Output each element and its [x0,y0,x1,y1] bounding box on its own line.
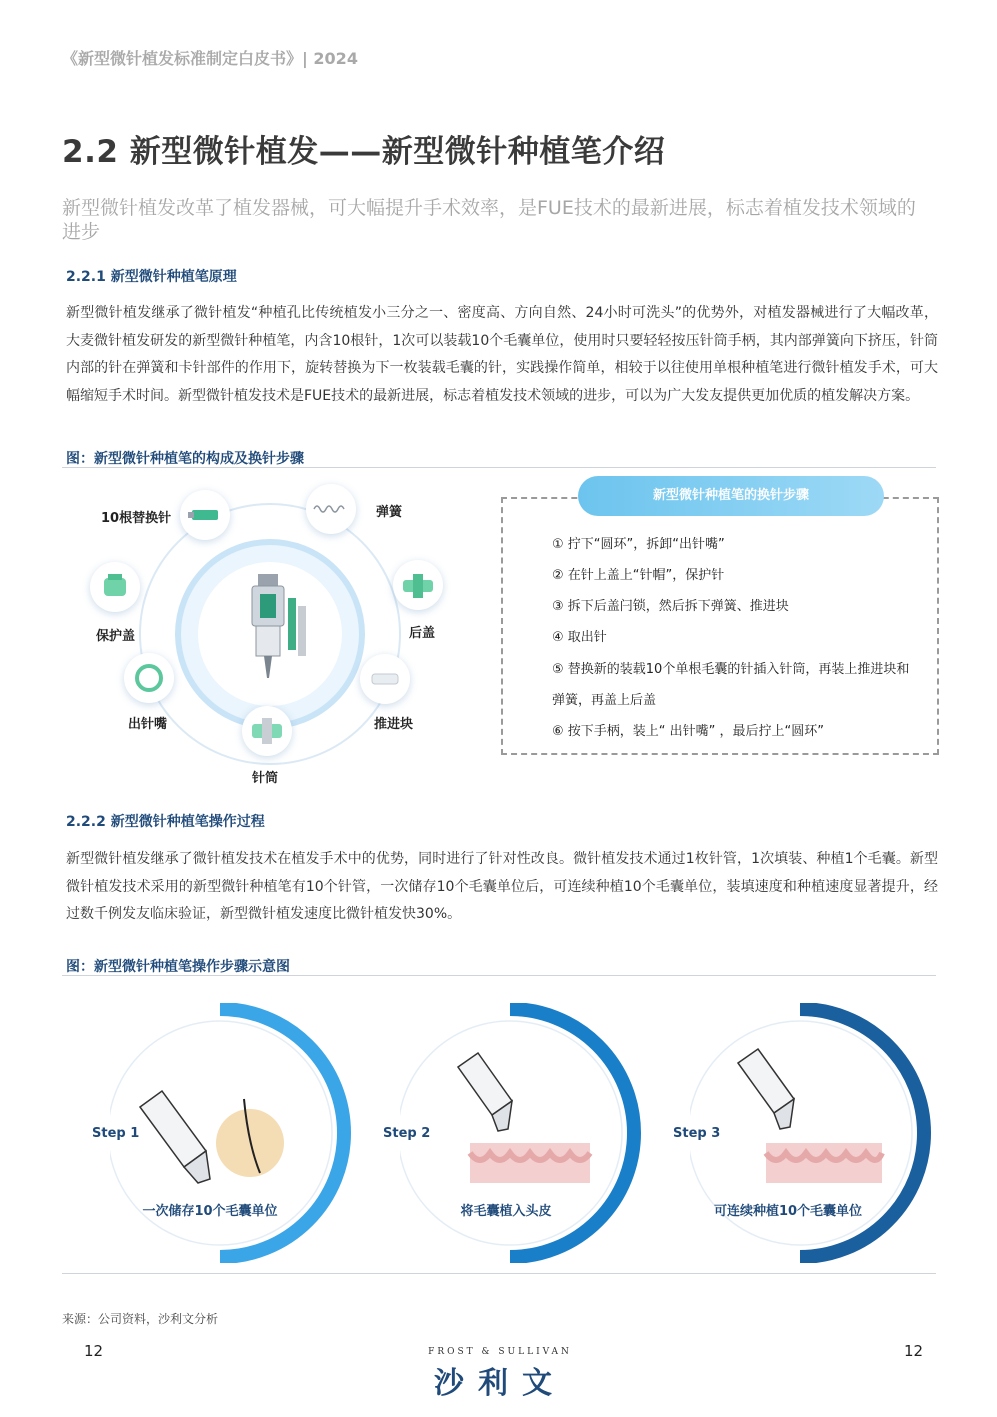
replacement-needles-icon [180,490,230,540]
section-lead: 新型微针植发改革了植发器械，可大幅提升手术效率，是FUE技术的最新进展，标志着植发技术领域的进步 [62,197,916,243]
barrel-circle [242,706,292,756]
step1-caption: 一次储存10个毛囊单位 [142,1204,278,1219]
figure2-rule [62,975,936,976]
part-label-needles: 10根替换针 [101,511,172,526]
section-title: 2.2 新型微针植发——新型微针种植笔介绍 [62,134,666,170]
scalp-icon [766,1143,882,1183]
part-label-spring: 弹簧 [376,505,403,520]
replacement-step-3: ③ 拆下后盖闩锁，然后拆下弹簧、推进块 [552,599,789,614]
pusher-block-icon [360,654,410,704]
spring-circle [306,484,356,534]
logo-english: FROST & SULLIVAN [428,1347,572,1357]
figure1-title: 图：新型微针种植笔的构成及换针步骤 [66,451,304,467]
protective-cap-icon [90,562,140,612]
back-cap-circle [393,560,443,610]
replacement-step-1: ① 拧下“圆环”，拆卸“出针嘴” [552,537,725,552]
replacement-step-2: ② 在针上盖上“针帽”，保护针 [552,568,725,583]
principle-paragraph: 新型微针植发继承了微针植发“种植孔比传统植发小三分之一、密度高、方向自然、24小时可洗头”的优势外，对植发器械进行了大幅改革，大麦微针植发研发的新型微针种植笔，内含10根针，1次可以装载10个毛囊单位，使用时只要轻轻按压针筒手柄，其内部弹簧向下挤压，针筒内部的针在弹簧和卡针部件的作用下，旋转替换为下一枚装载毛囊的针，实践操作简单，相较于以往使用单根种植笔进行微针植发手术，可大幅缩短手术时间。新型微针植发技术是FUE技术的最新进展，标志着植发技术领域的进步，可以为广大发友提供更加优质的植发解决方案。 [66,305,938,404]
logo-chinese: 沙利文 [434,1366,566,1401]
step2-label: Step 2 [383,1126,431,1141]
step1-label: Step 1 [92,1126,140,1141]
step2-diagram [400,1003,650,1263]
replacement-step-5-cont: 弹簧，再盖上后盖 [552,693,657,708]
needles-circle [180,490,230,540]
part-label-pusher: 推进块 [374,717,414,732]
part-label-back-cap: 后盖 [409,626,436,641]
back-cap-icon [393,560,443,610]
replacement-step-5: ⑤ 替换新的装载10个单根毛囊的针插入针筒，再装上推进块和 [552,662,910,677]
subsection-heading-principle: 2.2.1 新型微针种植笔原理 [66,269,237,285]
source-note: 来源：公司资料，沙利文分析 [62,1312,219,1326]
page-number-right: 12 [904,1342,924,1360]
page-number-left: 12 [84,1342,104,1360]
replacement-step-6: ⑥ 按下手柄，装上“ 出针嘴” ，最后拧上“圆环” [552,724,824,739]
figure1-rule [62,467,936,468]
replacement-steps-title: 新型微针种植笔的换针步骤 [578,476,884,516]
step3-caption: 可连续种植10个毛囊单位 [713,1204,863,1219]
pusher-circle [360,654,410,704]
step3-diagram [690,1003,940,1263]
needle-barrel-icon [242,706,292,756]
document-header-title: 《新型微针植发标准制定白皮书》| 2024 [62,49,358,68]
cap-circle [90,562,140,612]
replacement-step-4: ④ 取出针 [552,630,607,645]
operation-paragraph: 新型微针植发继承了微针植发技术在植发手术中的优势，同时进行了针对性改良。微针植发技术通过1枚针管，1次填装、种植1个毛囊。新型微针植发技术采用的新型微针种植笔有10个针管，一次储存10个毛囊单位后，可连续种植10个毛囊单位，装填速度和种植速度显著提升，经过数千例发友临床验证，新型微针植发速度比微针植发快30%。 [66,851,938,922]
nozzle-circle [124,653,174,703]
part-label-barrel: 针筒 [252,771,279,786]
part-label-nozzle: 出针嘴 [128,717,168,732]
subsection-heading-operation: 2.2.2 新型微针种植笔操作过程 [66,814,265,830]
figure2-bottom-rule [62,1273,936,1274]
step3-label: Step 3 [673,1126,721,1141]
figure2-title: 图：新型微针种植笔操作步骤示意图 [66,959,290,975]
step2-caption: 将毛囊植入头皮 [460,1204,552,1219]
part-label-cap: 保护盖 [96,629,136,644]
spring-icon [306,484,356,534]
needle-nozzle-icon [124,653,174,703]
step1-diagram [110,1003,360,1263]
